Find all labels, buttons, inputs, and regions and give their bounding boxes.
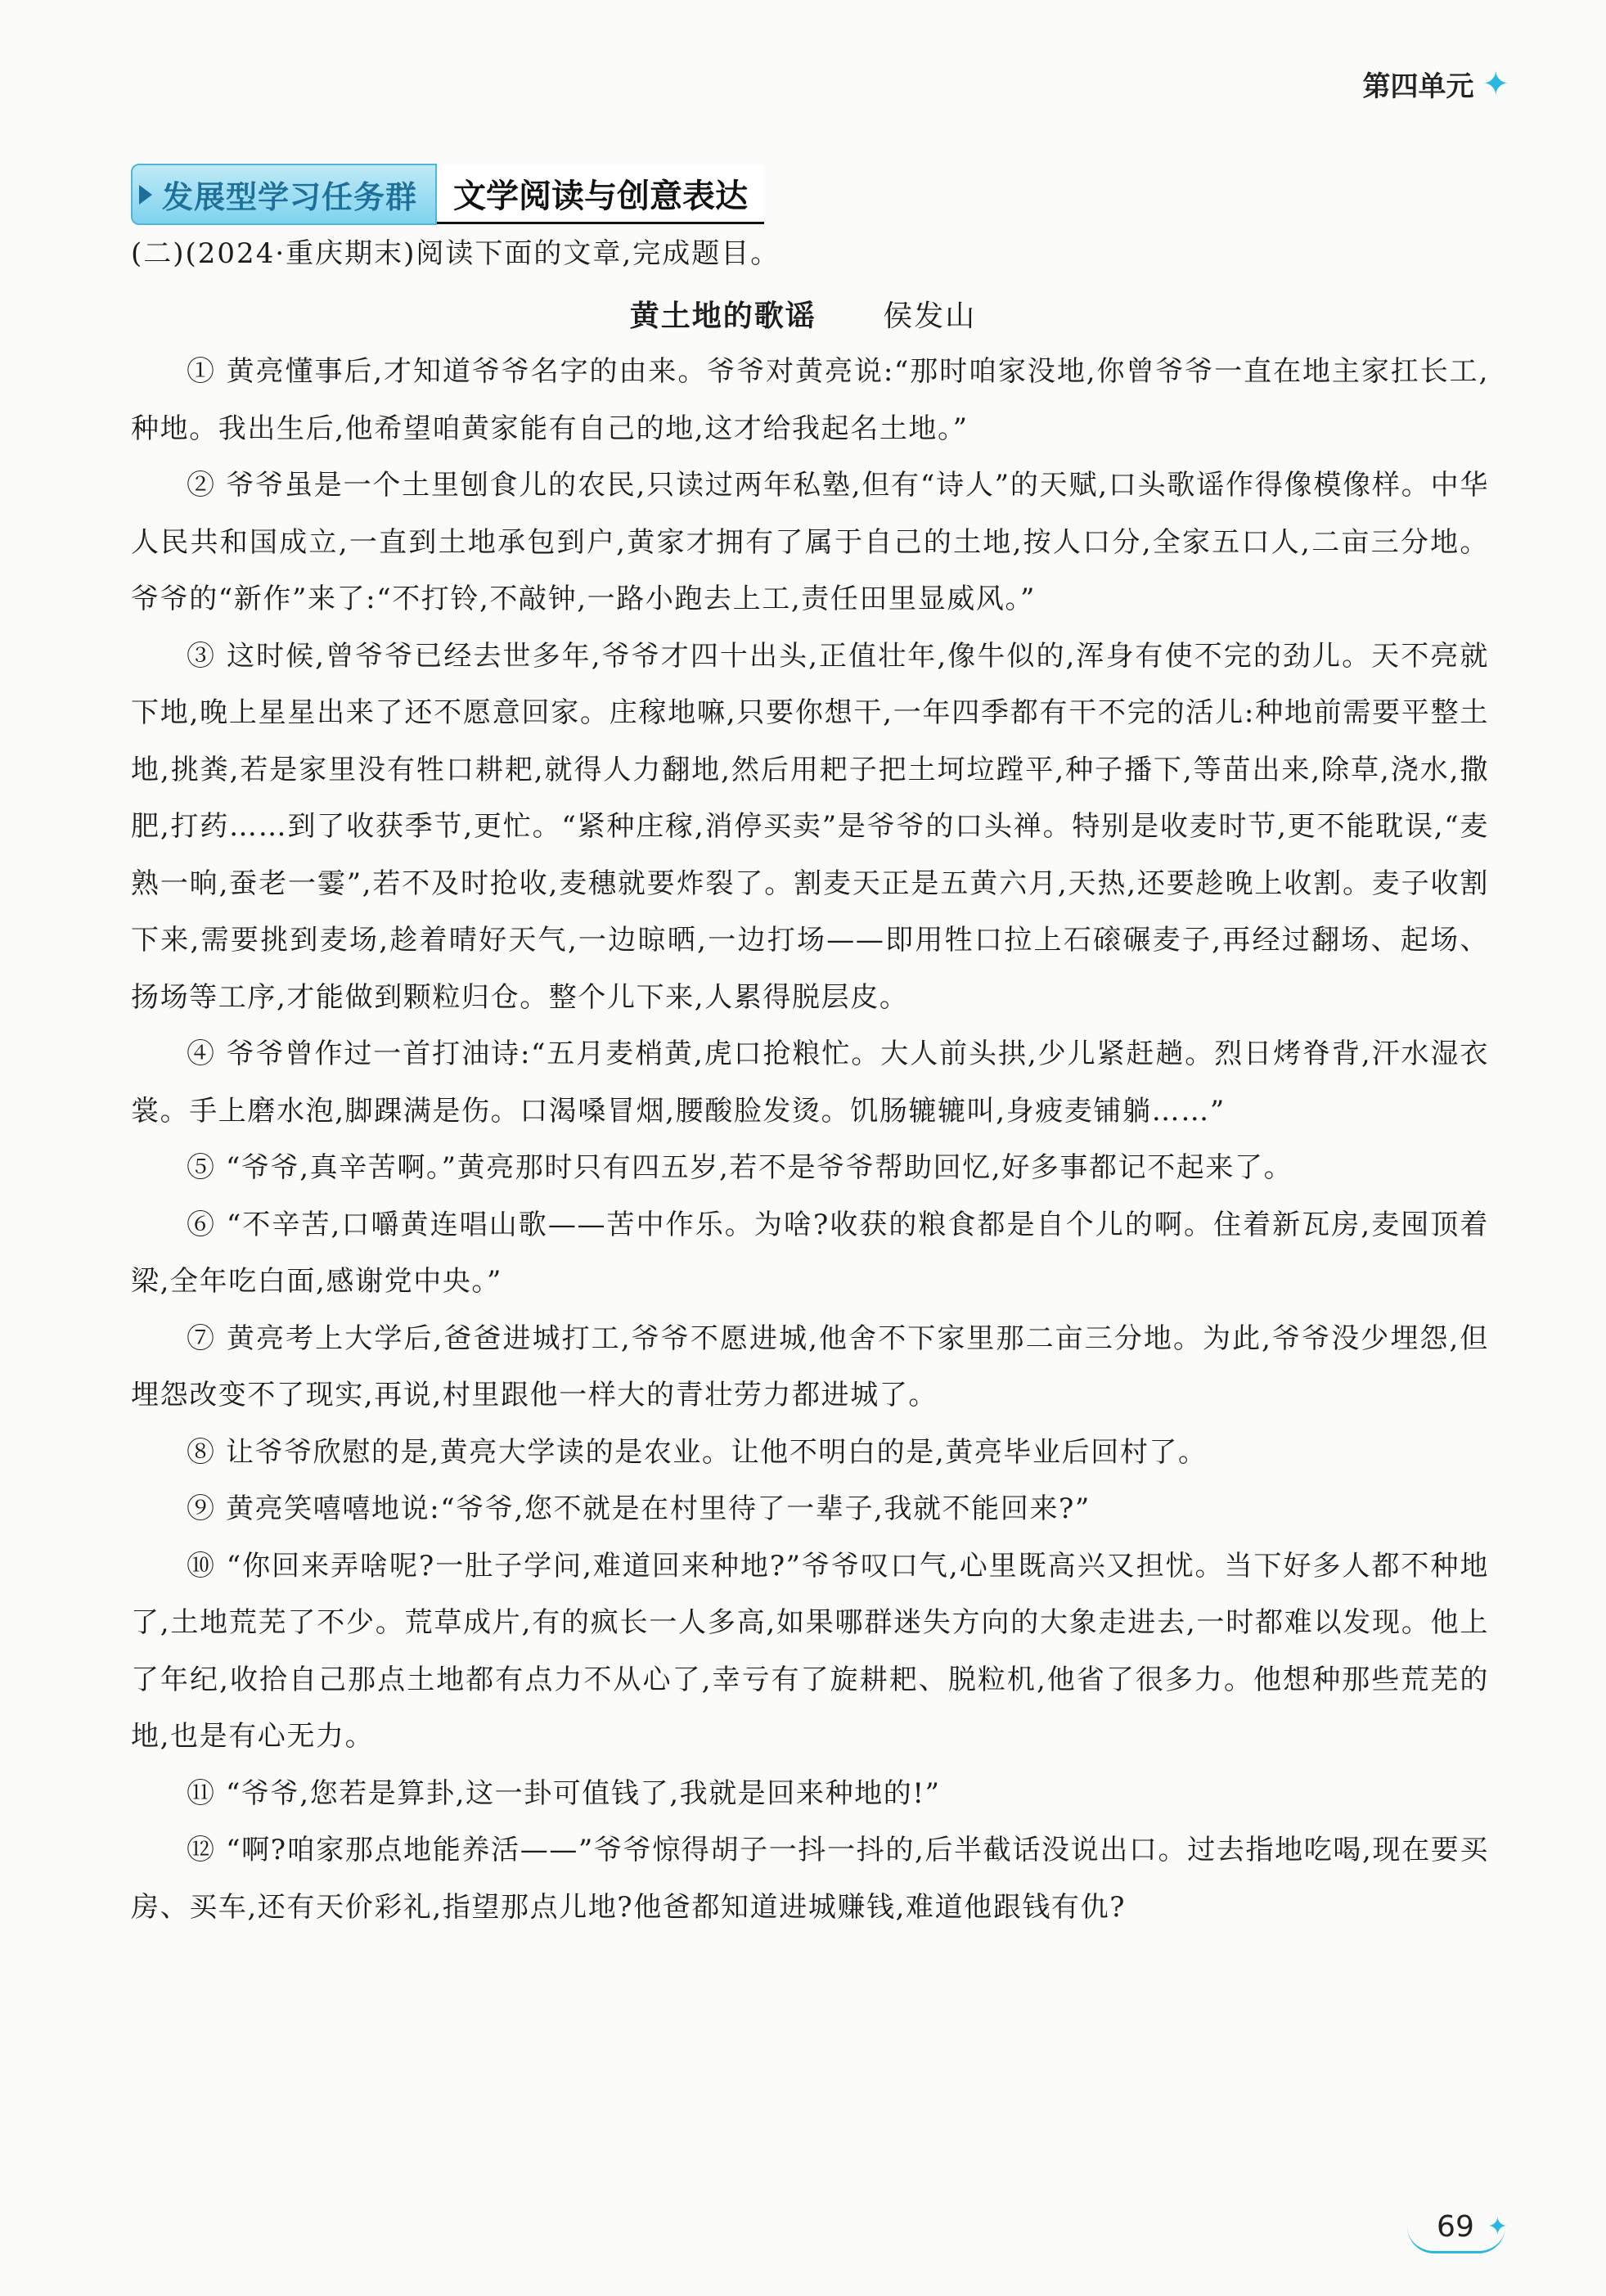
article-title: 黄土地的歌谣 xyxy=(629,299,816,333)
paragraph-11: ⑪ “爷爷,您若是算卦,这一卦可值钱了,我就是回来种地的!” xyxy=(187,1776,941,1810)
page-number-value: 69 xyxy=(1437,2210,1474,2244)
task-title: 文学阅读与创意表达 xyxy=(437,165,764,224)
task-banner xyxy=(131,164,764,225)
star-icon: ✦ xyxy=(1482,65,1509,103)
star-icon: ✦ xyxy=(1487,2213,1508,2241)
paragraph-2: ② 爷爷虽是一个土里刨食儿的农民,只读过两年私塾,但有“诗人”的天赋,口头歌谣作得像模像样。中华人民共和国成立,一直到土地承包到户,黄家才拥有了属于自己的土地,按人口分,全家五口人,二亩三分地。爷爷的“新作”来了:“不打铃,不敲钟,一路小跑去上工,责任田里显威风。” xyxy=(131,469,1489,615)
task-badge-label: 发展型学习任务群 xyxy=(162,179,418,215)
paragraph-8: ⑧ 让爷爷欣慰的是,黄亮大学读的是农业。让他不明白的是,黄亮毕业后回村了。 xyxy=(187,1435,1208,1469)
triangle-icon xyxy=(139,185,152,205)
page-number xyxy=(1437,2210,1508,2244)
page-swoosh-icon xyxy=(1407,2226,1505,2253)
paragraph-10: ⑩ “你回来弄啥呢?一肚子学问,难道回来种地?”爷爷叹口气,心里既高兴又担忧。当下好多人都不种地了,土地荒芜了不少。荒草成片,有的疯长一人多高,如果哪群迷失方向的大象走进去,一时都难以发现。他上了年纪,收拾自己那点土地都有点力不从心了,幸亏有了旋耕耙、脱粒机,他省了很多力。他想种那些荒芜的地,也是有心无力。 xyxy=(131,1549,1489,1753)
paragraph-12: ⑫ “啊?咱家那点地能养活——”爷爷惊得胡子一抖一抖的,后半截话没说出口。过去指地吃喝,现在要买房、买车,还有天价彩礼,指望那点儿地?他爸都知道进城赚钱,难道他跟钱有仇? xyxy=(131,1834,1489,1924)
unit-label: 第四单元 xyxy=(1362,70,1474,103)
article-author: 侯发山 xyxy=(883,299,977,333)
article-body xyxy=(131,344,1489,1936)
paragraph-9: ⑨ 黄亮笑嘻嘻地说:“爷爷,您不就是在村里待了一辈子,我就不能回来?” xyxy=(187,1492,1091,1525)
paragraph-7: ⑦ 黄亮考上大学后,爸爸进城打工,爷爷不愿进城,他舍不下家里那二亩三分地。为此,爷爷没少埋怨,但埋怨改变不了现实,再说,村里跟他一样大的青壮劳力都进城了。 xyxy=(131,1321,1489,1411)
unit-header xyxy=(1362,64,1509,104)
reading-intro: (二)(2024·重庆期末)阅读下面的文章,完成题目。 xyxy=(131,237,781,270)
task-badge xyxy=(131,164,437,225)
paragraph-6: ⑥ “不辛苦,口嚼黄连唱山歌——苦中作乐。为啥?收获的粮食都是自个儿的啊。住着新瓦房,麦囤顶着梁,全年吃白面,感谢党中央。” xyxy=(131,1208,1489,1298)
paragraph-1: ① 黄亮懂事后,才知道爷爷名字的由来。爷爷对黄亮说:“那时咱家没地,你曾爷爷一直在地主家扛长工,种地。我出生后,他希望咱黄家能有自己的地,这才给我起名土地。” xyxy=(131,355,1489,445)
paragraph-4: ④ 爷爷曾作过一首打油诗:“五月麦梢黄,虎口抢粮忙。大人前头拱,少儿紧赶趟。烈日烤脊背,汗水湿衣裳。手上磨水泡,脚踝满是伤。口渴嗓冒烟,腰酸脸发烫。饥肠辘辘叫,身疲麦铺躺……” xyxy=(131,1038,1489,1128)
article-heading xyxy=(0,293,1606,335)
paragraph-5: ⑤ “爷爷,真辛苦啊。”黄亮那时只有四五岁,若不是爷爷帮助回忆,好多事都记不起来了。 xyxy=(187,1151,1293,1184)
paragraph-3: ③ 这时候,曾爷爷已经去世多年,爷爷才四十出头,正值壮年,像牛似的,浑身有使不完的劲儿。天不亮就下地,晚上星星出来了还不愿意回家。庄稼地嘛,只要你想干,一年四季都有干不完的活儿:种地前需要平整土地,挑粪,若是家里没有牲口耕耙,就得人力翻地,然后用耙子把土坷垃蹚平,种子播下,等苗出来,除草,浇水,撒肥,打药……到了收获季节,更忙。“紧种庄稼,消停买卖”是爷爷的口头禅。特别是收麦时节,更不能耽误,“麦熟一晌,蚕老一霎”,若不及时抢收,麦穗就要炸裂了。割麦天正是五黄六月,天热,还要趁晚上收割。麦子收割下来,需要挑到麦场,趁着晴好天气,一边晾晒,一边打场——即用牲口拉上石磙碾麦子,再经过翻场、起场、扬场等工序,才能做到颗粒归仓。整个儿下来,人累得脱层皮。 xyxy=(131,639,1489,1014)
